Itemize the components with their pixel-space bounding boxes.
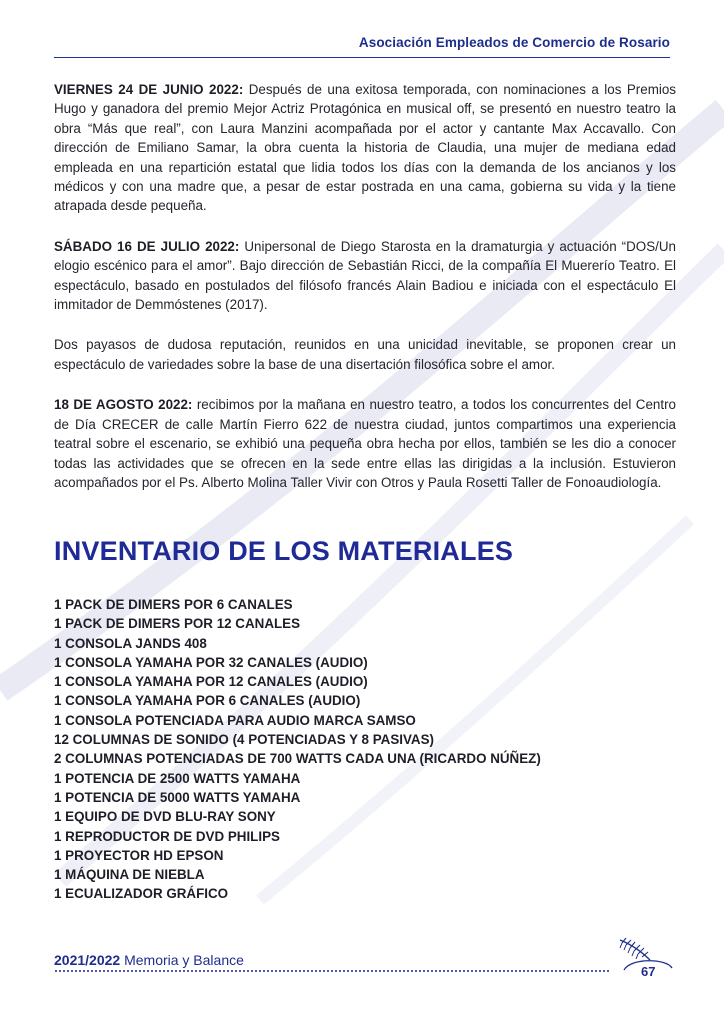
inventory-list	[54, 595, 541, 904]
list-item: 1 MÁQUINA DE NIEBLA	[54, 867, 205, 883]
paragraph-text: recibimos por la mañana en nuestro teatro, a todos los concurrentes del Centro de Día CRECER de calle Martín Fierro 622 de nuestra ciudad, juntos compartimos una experiencia teatral sobre el escenario, se exhibió una pequeña obra hecha por ellos, también se les dio a conocer todas las actividades que se ofrecen en la sede entre ellas las dirigidas a la inclusión. Estuvieron acompañados por el Ps. Alberto Molina Taller Vivir con Otros y Paula Rosetti Taller de Fonoaudiología.	[54, 397, 676, 490]
body-text	[54, 80, 676, 513]
footer-year: 2021/2022	[54, 952, 121, 968]
footer-title	[54, 952, 244, 968]
header-title: Asociación Empleados de Comercio de Rosario	[358, 35, 670, 50]
list-item: 1 CONSOLA YAMAHA POR 32 CANALES (AUDIO)	[54, 654, 368, 670]
paragraph	[54, 237, 676, 315]
section-heading: INVENTARIO DE LOS MATERIALES	[54, 536, 514, 566]
list-item: 1 CONSOLA POTENCIADA PARA AUDIO MARCA SAMSO	[54, 712, 416, 728]
list-item: 1 PROYECTOR HD EPSON	[54, 847, 224, 863]
list-item: 12 COLUMNAS DE SONIDO (4 POTENCIADAS Y 8 PASIVAS)	[54, 732, 434, 748]
list-item: 1 CONSOLA YAMAHA POR 12 CANALES (AUDIO)	[54, 674, 368, 690]
paragraph-lead: 18 DE AGOSTO 2022:	[54, 397, 193, 413]
page-number: 67	[641, 964, 656, 979]
paragraph-lead: VIERNES 24 DE JUNIO 2022:	[54, 82, 244, 97]
paragraph-lead: SÁBADO 16 DE JULIO 2022:	[54, 238, 240, 254]
list-item: 1 CONSOLA YAMAHA POR 6 CANALES (AUDIO)	[54, 693, 361, 709]
paragraph	[54, 80, 676, 216]
list-item: 2 COLUMNAS POTENCIADAS DE 700 WATTS CADA UNA (RICARDO NÚÑEZ)	[54, 751, 541, 767]
footer-label: Memoria y Balance	[120, 952, 244, 968]
paragraph	[54, 395, 676, 492]
header-divider	[54, 57, 670, 58]
list-item: 1 POTENCIA DE 2500 WATTS YAMAHA	[54, 770, 301, 786]
list-item: 1 REPRODUCTOR DE DVD PHILIPS	[54, 828, 280, 844]
paragraph-text: Después de una exitosa temporada, con nominaciones a los Premios Hugo y ganadora del premio Mejor Actriz Protagónica en musical off, se presentó en nuestro teatro la obra “Más que real”, con Laura Manzini acompañada por el actor y cantante Max Accavallo. Con dirección de Emiliano Samar, la obra cuenta la historia de Claudia, una mujer de mediana edad empleada en una repartición estatal que lidia todos los días con la demanda de los ancianos y los médicos y con una madre que, a pesar de estar postrada en una cama, gobierna su vida y la tiene atrapada desde pequeña.	[54, 82, 676, 214]
list-item: 1 POTENCIA DE 5000 WATTS YAMAHA	[54, 789, 301, 805]
footer-dotted-rule	[54, 970, 610, 972]
list-item: 1 EQUIPO DE DVD BLU-RAY SONY	[54, 809, 276, 825]
paragraph	[54, 335, 676, 374]
list-item: 1 ECUALIZADOR GRÁFICO	[54, 886, 229, 902]
paragraph-text: Unipersonal de Diego Starosta en la dramaturgia y actuación “DOS/Un elogio escénico para el amor”. Bajo dirección de Sebastián Ricci, de la compañía El Muererío Teatro. El espectáculo, basado en postulados del filósofo francés Alain Badiou e iniciada con el espectáculo El immitador de Demmóstenes (2017).	[54, 238, 676, 313]
list-item: 1 PACK DE DIMERS POR 6 CANALES	[54, 597, 293, 612]
paragraph-text: Dos payasos de dudosa reputación, reunidos en una unicidad inevitable, se proponen crear un espectáculo de variedades sobre la base de una disertación filosófica sobre el amor.	[54, 337, 676, 372]
list-item: 1 PACK DE DIMERS POR 12 CANALES	[54, 616, 301, 632]
list-item: 1 CONSOLA JANDS 408	[54, 635, 207, 651]
